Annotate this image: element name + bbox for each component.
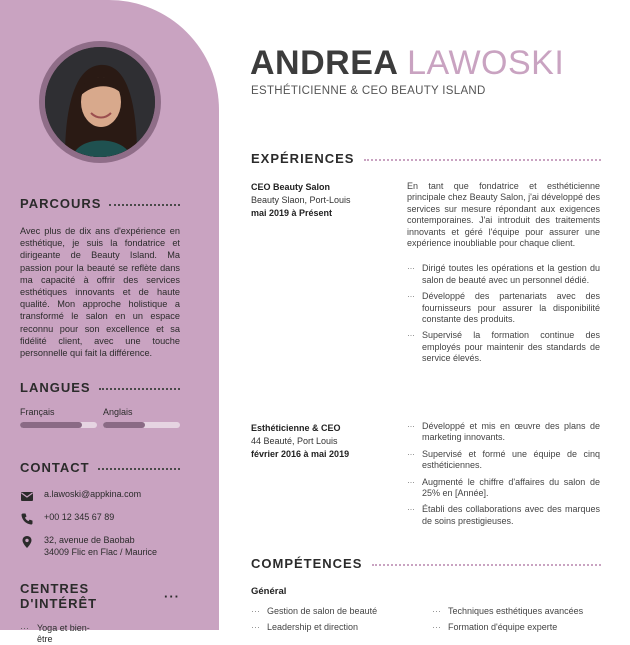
sidebar: [0, 0, 219, 644]
parcours-section: [20, 196, 180, 359]
language-level-bar: [103, 422, 180, 428]
competences-heading: [251, 556, 601, 571]
language-level-fill: [103, 422, 145, 428]
language-level-bar: [20, 422, 97, 428]
address-text: [44, 535, 157, 558]
bullet-dots: ···: [432, 622, 441, 632]
interets-heading: [20, 581, 180, 611]
job-role: Esthéticienne & CEO: [251, 423, 341, 433]
heading-divider: [109, 204, 180, 206]
bullet-dots: ···: [407, 504, 415, 515]
skill-item: [251, 622, 358, 632]
bullet-dots: ···: [407, 263, 415, 274]
first-name: ANDREA: [250, 44, 398, 82]
bullet-text: Dirigé toutes les opérations et la gestion du salon de beauté avec un personnel dédié.: [422, 263, 600, 285]
skill-item: [251, 606, 377, 616]
bullet-dots: ···: [251, 622, 260, 632]
heading-divider: [364, 159, 601, 161]
address-line1: 32, avenue de Baobab: [44, 535, 135, 545]
job-company: Beauty Slaon, Port-Louis: [251, 195, 351, 205]
job-company: 44 Beauté, Port Louis: [251, 436, 338, 446]
language-list: [20, 407, 180, 428]
language-item-french: [20, 407, 97, 428]
address-line2: 34009 Flic en Flac / Maurice: [44, 546, 158, 557]
bullet-dots: ···: [407, 330, 415, 341]
profile-photo: [39, 41, 161, 163]
langues-title: LANGUES: [20, 380, 91, 395]
contact-section: [20, 460, 180, 558]
langues-section: [20, 380, 180, 428]
interest-label: Yoga et bien-être: [37, 623, 90, 644]
bullet-text: Développé et mis en œuvre des plans de marketing innovants.: [422, 421, 600, 443]
contact-heading: [20, 460, 180, 475]
heading-divider: [372, 564, 601, 566]
location-pin-icon: [20, 535, 34, 549]
skills-subtitle: Général: [251, 586, 287, 597]
interest-item: [20, 623, 120, 645]
skill-label: Gestion de salon de beauté: [267, 606, 378, 616]
skill-label: Leadership et direction: [267, 622, 359, 632]
contact-address: [20, 535, 180, 558]
last-name: LAWOSKI: [407, 44, 565, 82]
job-period: février 2016 à mai 2019: [251, 449, 350, 459]
competences-title: COMPÉTENCES: [251, 556, 363, 571]
job-details: [407, 181, 600, 365]
contact-email[interactable]: [20, 489, 180, 503]
job-role: CEO Beauty Salon: [251, 182, 331, 192]
bullet-text: Établi des collaborations avec des marques de soins prestigieuses.: [422, 504, 600, 526]
experiences-heading: [251, 151, 601, 166]
bullet-dots: ···: [407, 448, 415, 459]
job-title: ESTHÉTICIENNE & CEO BEAUTY ISLAND: [251, 85, 486, 97]
mail-icon: [20, 489, 34, 503]
bullet-text: Augmenté le chiffre d'affaires du salon de 25% en [Année].: [422, 476, 600, 499]
bullet-dots: ···: [432, 606, 441, 616]
job-period: mai 2019 à Présent: [251, 208, 333, 218]
interets-title: CENTRES D'INTÉRÊT: [20, 581, 98, 611]
skill-label: Formation d'équipe experte: [448, 622, 558, 632]
skill-item: [432, 622, 557, 632]
phone-text[interactable]: +00 12 345 67 89: [44, 512, 115, 522]
language-label: Anglais: [103, 407, 133, 417]
heading-divider: [99, 388, 180, 390]
job-bullet: [407, 421, 600, 444]
email-text[interactable]: a.lawoski@appkina.com: [44, 489, 142, 499]
bullet-dots: ···: [407, 476, 415, 487]
parcours-title: PARCOURS: [20, 196, 102, 211]
parcours-text: Avec plus de dix ans d'expérience en esthétique, je suis la fondatrice et dirigeante de Beauty Island. Ma passion pour la beauté se reflète dans ma capacité à offrir des services esthétiques innovants et de haute qualité. Mon approche holistique a transformé le salon en un espace reconnu pour son excellence et sa fidélité client, avec une touche personnelle qui fait la différence.: [20, 226, 180, 359]
bullet-text: Supervisé et formé une équipe de cinq esthéticiennes.: [422, 448, 600, 471]
job-bullet: [407, 330, 600, 364]
job-bullet: [407, 263, 600, 286]
language-label: Français: [20, 407, 55, 417]
language-item-english: [103, 407, 180, 428]
job-summary: En tant que fondatrice et esthéticienne principale chez Beauty Salon, j'ai développé des services sur mesure répondant aux exigences contemporaines. J'ai introduit des traitements innovants et géré l'équipe pour assurer une expérience inoubliable pour chaque client.: [407, 181, 600, 249]
experiences-title: EXPÉRIENCES: [251, 151, 355, 166]
skill-label: Techniques esthétiques avancées: [448, 606, 584, 616]
bullet-dots: ···: [20, 623, 29, 633]
portrait-image: [45, 47, 155, 157]
contact-title: CONTACT: [20, 460, 90, 475]
job-bullet: [407, 449, 600, 472]
bullet-dots: ···: [407, 421, 415, 431]
job-bullet: [407, 504, 600, 527]
phone-icon: [20, 512, 34, 526]
bullet-text: Développé des partenariats avec des fournisseurs pour assurer la disponibilité constante des produits.: [422, 291, 600, 325]
heading-divider: [98, 468, 180, 470]
job-details: [407, 421, 600, 527]
skill-item: [432, 606, 583, 616]
candidate-name: [250, 44, 564, 83]
bullet-text: Supervisé la formation continue des employés pour maintenir des standards de service élevés.: [422, 330, 600, 364]
job-meta: [251, 422, 391, 461]
parcours-heading: [20, 196, 180, 211]
avatar: [45, 47, 155, 157]
contact-phone[interactable]: [20, 512, 180, 526]
langues-heading: [20, 380, 180, 395]
bullet-dots: ···: [407, 291, 415, 302]
job-bullet: [407, 477, 600, 500]
job-bullet: [407, 291, 600, 325]
interets-section: [20, 581, 180, 645]
language-level-fill: [20, 422, 82, 428]
heading-divider: ···: [164, 588, 180, 604]
bullet-dots: ···: [251, 606, 260, 616]
job-meta: [251, 181, 391, 220]
